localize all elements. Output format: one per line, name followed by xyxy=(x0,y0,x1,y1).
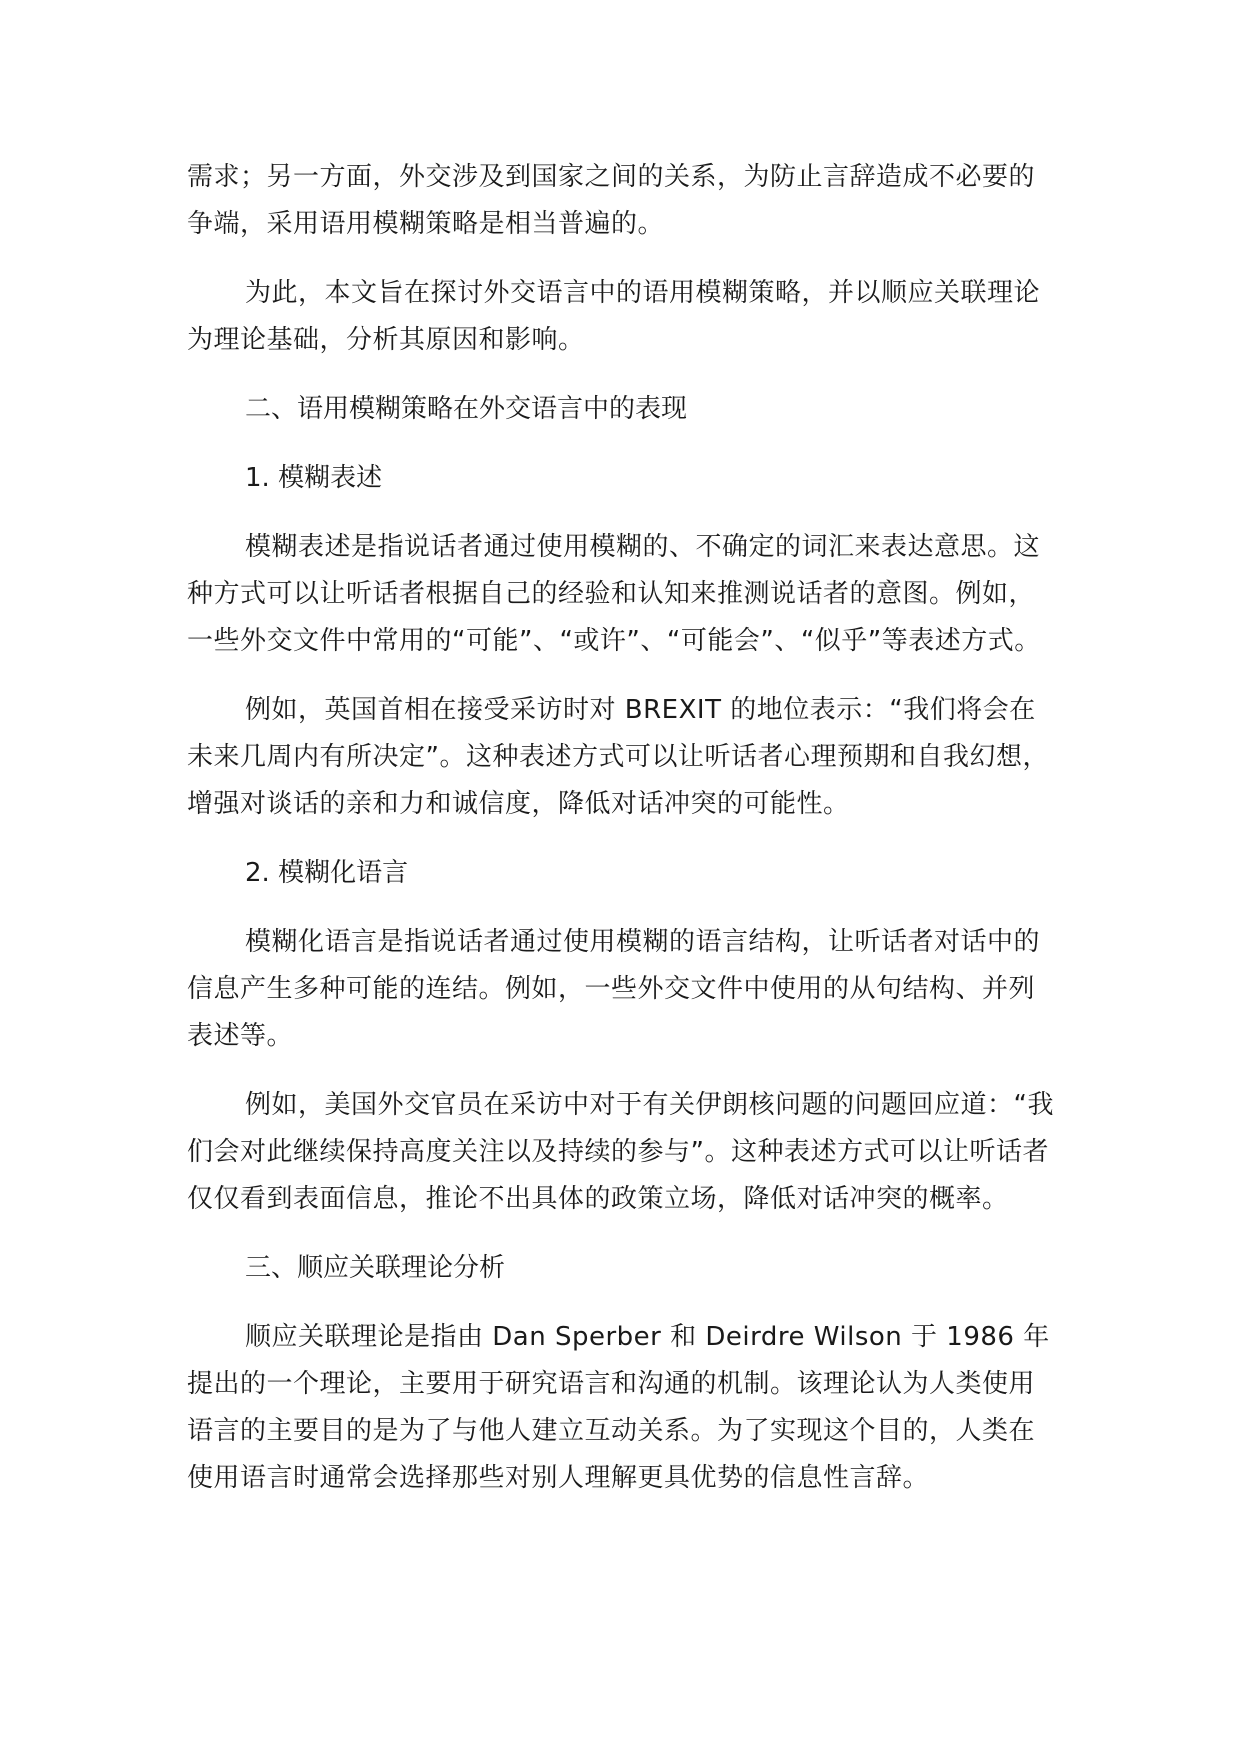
subsection-heading: 1. 模糊表述 xyxy=(245,463,383,493)
section-heading: 三、顺应关联理论分析 xyxy=(245,1253,506,1283)
paragraph: 模糊化语言是指说话者通过使用模糊的语言结构，让听话者对话中的信息产生多种可能的连结。例如，一些外交文件中使用的从句结构、并列表述等。 xyxy=(187,927,1041,1051)
paragraph: 为此，本文旨在探讨外交语言中的语用模糊策略，并以顺应关联理论为理论基础，分析其原因和影响。 xyxy=(187,278,1041,355)
section-heading: 二、语用模糊策略在外交语言中的表现 xyxy=(245,394,688,424)
paragraph: 需求；另一方面，外交涉及到国家之间的关系，为防止言辞造成不必要的争端，采用语用模糊策略是相当普遍的。 xyxy=(187,162,1036,239)
document-body xyxy=(187,154,1057,1524)
subsection-heading: 2. 模糊化语言 xyxy=(245,858,409,888)
paragraph: 例如，美国外交官员在采访中对于有关伊朗核问题的问题回应道：“我们会对此继续保持高度关注以及持续的参与”。这种表述方式可以让听话者仅仅看到表面信息，推论不出具体的政策立场，降低对话冲突的概率。 xyxy=(187,1090,1054,1214)
paragraph: 例如，英国首相在接受采访时对 BREXIT 的地位表示：“我们将会在未来几周内有所决定”。这种表述方式可以让听话者心理预期和自我幻想，增强对谈话的亲和力和诚信度，降低对话冲突的可能性。 xyxy=(187,695,1049,819)
paragraph: 模糊表述是指说话者通过使用模糊的、不确定的词汇来表达意思。这种方式可以让听话者根据自己的经验和认知来推测说话者的意图。例如，一些外交文件中常用的“可能”、“或许”、“可能会”、“似乎”等表述方式。 xyxy=(187,532,1041,656)
paragraph: 顺应关联理论是指由 Dan Sperber 和 Deirdre Wilson 于 1986 年提出的一个理论，主要用于研究语言和沟通的机制。该理论认为人类使用语言的主要目的是为了与他人建立互动关系。为了实现这个目的，人类在使用语言时通常会选择那些对别人理解更具优势的信息性言辞。 xyxy=(187,1322,1050,1493)
